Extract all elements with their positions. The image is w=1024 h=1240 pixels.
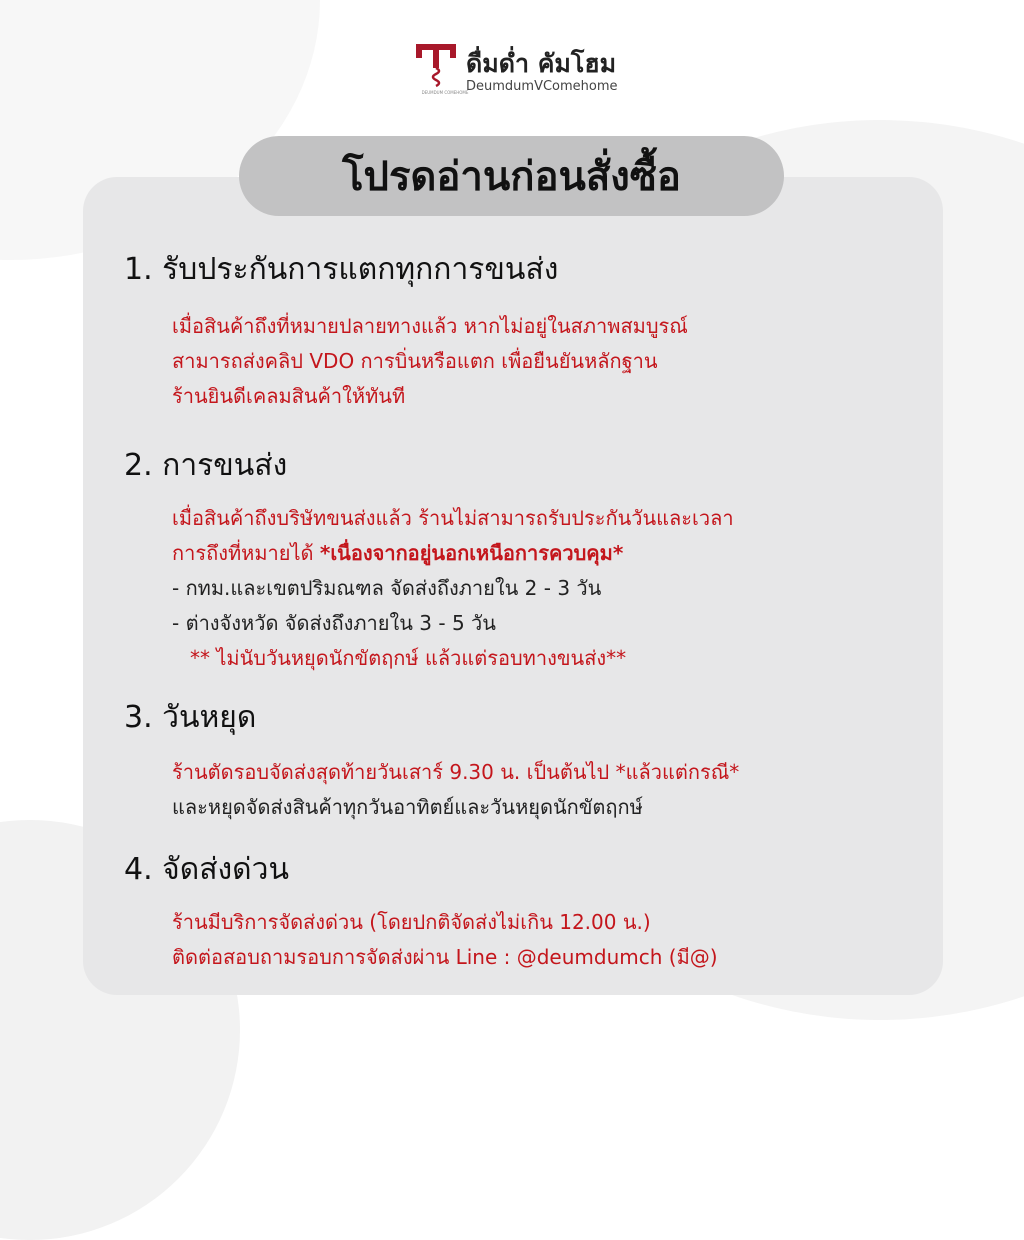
logo-tagline: DEUMDUM COMEHOME <box>421 90 469 95</box>
page-title: โปรดอ่านก่อนสั่งซื้อ <box>342 154 681 200</box>
body-line: เมื่อสินค้าถึงบริษัทขนส่งแล้ว ร้านไม่สามารถรับประกันวันและเวลา <box>172 506 734 530</box>
section-heading-warranty: 1. รับประกันการแตกทุกการขนส่ง <box>124 252 559 287</box>
brand-header <box>0 38 1024 102</box>
bangkok-delivery-line: - กทม.และเขตปริมณฑล จัดส่งถึงภายใน 2 - 3 วัน <box>172 576 602 600</box>
section-body-shipping <box>172 502 912 677</box>
body-line-with-note <box>172 537 912 572</box>
section-body-express <box>172 906 912 976</box>
body-text: การถึงที่หมายได้ <box>172 541 320 565</box>
body-line: ร้านตัดรอบจัดส่งสุดท้ายวันเสาร์ 9.30 น. เป็นต้นไป *แล้วแต่กรณี* <box>172 760 740 784</box>
corkscrew-logo-icon <box>416 44 456 92</box>
body-line: ร้านยินดีเคลมสินค้าให้ทันที <box>172 384 406 408</box>
brand-english-name: DeumdumVComehome <box>466 79 618 94</box>
section-heading-holidays: 3. วันหยุด <box>124 700 257 735</box>
section-heading-shipping: 2. การขนส่ง <box>124 448 288 483</box>
section-heading-express: 4. จัดส่งด่วน <box>124 852 290 887</box>
body-line: เมื่อสินค้าถึงที่หมายปลายทางแล้ว หากไม่อยู่ในสภาพสมบูรณ์ <box>172 314 688 338</box>
holiday-note-line: ** ไม่นับวันหยุดนักขัตฤกษ์ แล้วแต่รอบทางขนส่ง** <box>190 646 627 670</box>
body-line: สามารถส่งคลิป VDO การบิ่นหรือแตก เพื่อยืนยันหลักฐาน <box>172 349 658 373</box>
contact-line: ติดต่อสอบถามรอบการจัดส่งผ่าน Line : @deumdumch (มี@) <box>172 945 718 969</box>
section-body-holidays <box>172 756 912 826</box>
brand-thai-name: ดื่มด่ำ คัมโฮม <box>466 49 617 78</box>
province-delivery-line: - ต่างจังหวัด จัดส่งถึงภายใน 3 - 5 วัน <box>172 611 496 635</box>
body-line: และหยุดจัดส่งสินค้าทุกวันอาทิตย์และวันหยุดนักขัตฤกษ์ <box>172 795 643 819</box>
title-pill <box>239 136 784 216</box>
section-body-warranty <box>172 310 912 415</box>
emphasis-note: *เนื่องจากอยู่นอกเหนือการควบคุม* <box>319 541 624 565</box>
body-line: ร้านมีบริการจัดส่งด่วน (โดยปกติจัดส่งไม่เกิน 12.00 น.) <box>172 910 651 934</box>
